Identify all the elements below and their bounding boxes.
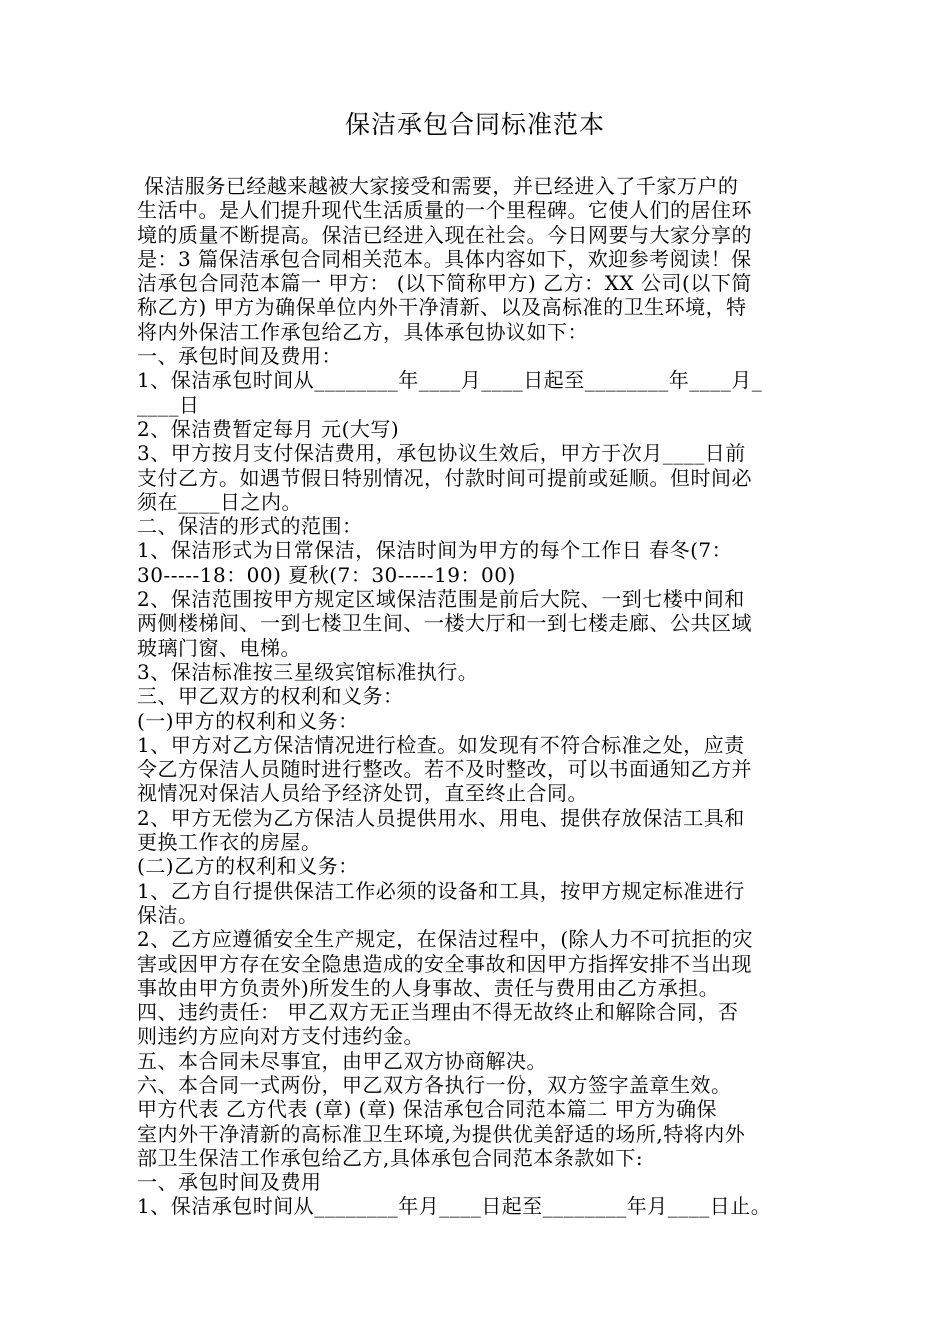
text-line: 更换工作衣的房屋。 — [137, 830, 322, 855]
text-line: 两侧楼梯间、一到七楼卫生间、一楼大厅和一到七楼走廊、公共区域 — [137, 611, 752, 636]
text-line: 保洁服务已经越来越被大家接受和需要，并已经进入了千家万户的 — [137, 174, 739, 198]
text-line: 1、甲方对乙方保洁情况进行检查。如发现有不符合标准之处，应责 — [137, 732, 745, 757]
text-line: 保洁。 — [137, 902, 199, 927]
document-body — [137, 174, 817, 1219]
text-line: 部卫生保洁工作承包给乙方,具体承包合同范本条款如下: — [137, 1145, 644, 1170]
text-line: 2、保洁范围按甲方规定区域保洁范围是前后大院、一到七楼中间和 — [137, 587, 745, 612]
text-line: 1、保洁承包时间从________年____月____日起至________年____月_ — [137, 368, 763, 393]
text-line: 二、保洁的形式的范围： — [137, 514, 363, 539]
text-line: 事故由甲方负责外)所发生的人身事故、责任与费用由乙方承担。 — [137, 975, 720, 1000]
text-line: 30-----18：00) 夏秋(7：30-----19：00) — [137, 562, 516, 587]
text-line: 玻璃门窗、电梯。 — [137, 635, 301, 660]
text-line: 称乙方) 甲方为确保单位内外干净清新、以及高标准的卫生环境，特 — [137, 295, 747, 320]
text-line: 害或因甲方存在安全隐患造成的安全事故和因甲方指挥安排不当出现 — [137, 951, 752, 976]
text-line: 是：3 篇保洁承包合同相关范本。具体内容如下，欢迎参考阅读！保 — [137, 246, 752, 271]
text-line: 六、本合同一式两份，甲乙双方各执行一份，双方签字盖章生效。 — [137, 1072, 732, 1097]
text-line: 室内外干净清新的高标准卫生环境,为提供优美舒适的场所,特将内外 — [137, 1121, 746, 1146]
text-line: ____日 — [137, 392, 200, 417]
text-line: 令乙方保洁人员随时进行整改。若不及时整改，可以书面通知乙方并 — [137, 757, 752, 782]
text-line: 视情况对保洁人员给予经济处罚，直至终止合同。 — [137, 781, 588, 806]
text-line: 2、保洁费暂定每月 元(大写) — [137, 416, 400, 441]
text-line: 三、甲乙双方的权利和义务： — [137, 684, 404, 709]
text-line: 四、违约责任： 甲乙双方无正当理由不得无故终止和解除合同，否 — [137, 1000, 739, 1025]
document-title: 保洁承包合同标准范本 — [344, 110, 605, 139]
text-line: 3、保洁标准按三星级宾馆标准执行。 — [137, 659, 479, 684]
text-line: 甲方代表 乙方代表 (章) (章) 保洁承包合同范本篇二 甲方为确保 — [137, 1097, 717, 1122]
text-line: 一、承包时间及费用： — [137, 344, 342, 369]
text-line: 须在____日之内。 — [137, 489, 302, 514]
text-line: 则违约方应向对方支付违约金。 — [137, 1024, 424, 1049]
text-line: 1、乙方自行提供保洁工作必须的设备和工具，按甲方规定标准进行 — [137, 878, 745, 903]
text-line: 支付乙方。如遇节假日特别情况，付款时间可提前或延顺。但时间必 — [137, 465, 752, 490]
text-line: (二)乙方的权利和义务： — [137, 854, 359, 879]
text-line: 生活中。是人们提升现代生活质量的一个里程碑。它使人们的居住环 — [137, 198, 752, 223]
text-line: 五、本合同未尽事宜，由甲乙双方协商解决。 — [137, 1048, 547, 1073]
text-line: 一、承包时间及费用 — [137, 1170, 322, 1195]
text-line: 洁承包合同范本篇一 甲方： (以下简称甲方) 乙方：XX 公司(以下简 — [137, 271, 752, 296]
text-line: 境的质量不断提高。保洁已经进入现在社会。今日网要与大家分享的 — [137, 222, 752, 247]
text-line: (一)甲方的权利和义务： — [137, 708, 359, 733]
text-line: 2、乙方应遵循安全生产规定，在保洁过程中，(除人力不可抗拒的灾 — [137, 927, 754, 952]
text-line: 2、甲方无偿为乙方保洁人员提供用水、用电、提供存放保洁工具和 — [137, 805, 745, 830]
text-line: 3、甲方按月支付保洁费用，承包协议生效后，甲方于次月____日前 — [137, 441, 746, 466]
text-line: 将内外保洁工作承包给乙方，具体承包协议如下： — [137, 319, 588, 344]
text-line: 1、保洁承包时间从________年月____日起至________年月____日止。 — [137, 1194, 772, 1219]
text-line: 1、保洁形式为日常保洁，保洁时间为甲方的每个工作日 春冬(7： — [137, 538, 733, 563]
